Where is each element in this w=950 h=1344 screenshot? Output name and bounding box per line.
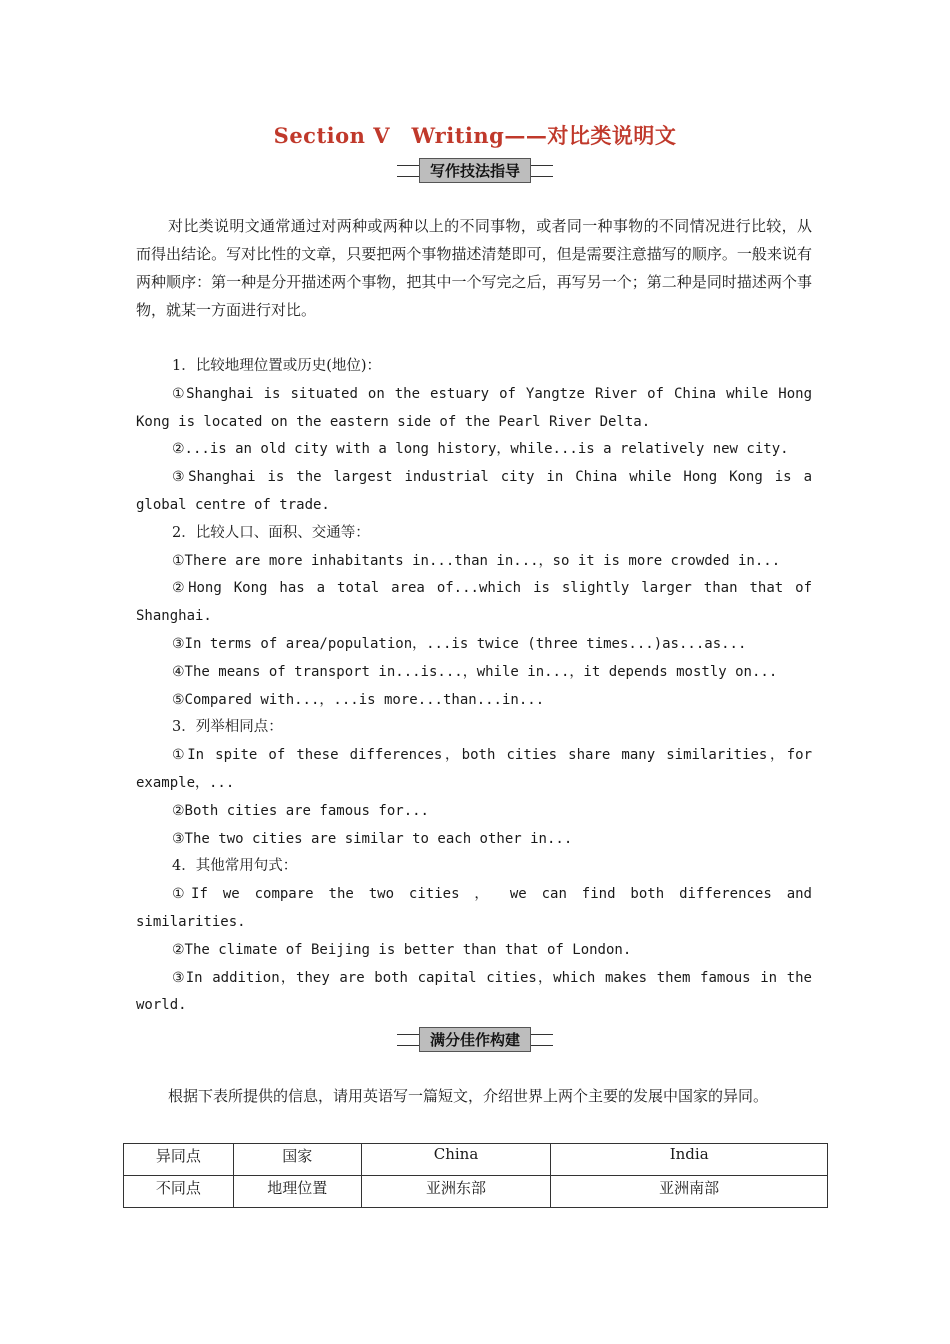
pattern-item: ①Shanghai is situated on the estuary of Yangtze River of China while Hong Kong is located on the eastern side of the Pearl River Delta. [136, 385, 812, 430]
pattern-item: ③The two cities are similar to each other in... [172, 830, 573, 847]
pattern-item: ③In terms of area/population，...is twice (three times...)as...as... [172, 635, 747, 652]
section-heading: 2．比较人口、面积、交通等： [172, 524, 370, 541]
table-row [124, 1176, 828, 1208]
table-cell: 亚洲南部 [551, 1176, 828, 1208]
pattern-item: ②The climate of Beijing is better than that of London. [172, 941, 632, 958]
section-1 [136, 353, 812, 520]
banner-label: 满分佳作构建 [419, 1027, 531, 1052]
table-cell: 亚洲东部 [361, 1176, 551, 1208]
banner-decoration-left [397, 1034, 419, 1046]
pattern-item: ③Shanghai is the largest industrial city in China while Hong Kong is a global centre of trade. [136, 469, 812, 513]
section-heading: 3．列举相同点： [172, 719, 283, 736]
pattern-item: ⑤Compared with...，...is more...than...in... [172, 691, 545, 708]
banner-decoration-right [531, 165, 553, 177]
pattern-item: ②Hong Kong has a total area of...which is slightly larger than that of Shanghai. [136, 580, 812, 625]
task-paragraph: 根据下表所提供的信息，请用英语写一篇短文，介绍世界上两个主要的发展中国家的异同。 [168, 1087, 769, 1105]
section-4 [136, 853, 812, 1020]
section-heading: 1．比较地理位置或历史(地位)： [172, 358, 382, 374]
pattern-item: ④The means of transport in...is...，while in...，it depends mostly on... [172, 663, 778, 680]
pattern-item: ①There are more inhabitants in...than in...，so it is more crowded in... [172, 552, 781, 569]
table-cell: 不同点 [124, 1176, 234, 1208]
table-row [124, 1144, 828, 1176]
section-3 [136, 714, 812, 853]
sentence-patterns [136, 353, 812, 1020]
banner-label: 写作技法指导 [419, 158, 531, 183]
table-cell: 地理位置 [233, 1176, 361, 1208]
intro-paragraph: 对比类说明文通常通过对两种或两种以上的不同事物，或者同一种事物的不同情况进行比较，从而得出结论。写对比性的文章，只要把两个事物描述清楚即可，但是需要注意描写的顺序。一般来说有两种顺序：第一种是分开描述两个事物，把其中一个写完之后，再写另一个；第二种是同时描述两个事物，就某一方面进行对比。 [136, 217, 812, 319]
page-title: Section Ⅴ Writing——对比类说明文 [273, 123, 677, 148]
banner-decoration-right [531, 1034, 553, 1046]
section-banner-model-essay [0, 1027, 950, 1052]
table-cell: 国家 [233, 1144, 361, 1176]
table-cell: China [361, 1144, 551, 1176]
section-banner-writing-tips [0, 158, 950, 183]
table-cell: 异同点 [124, 1144, 234, 1176]
pattern-item: ③In addition，they are both capital cities，which makes them famous in the world. [136, 969, 812, 1014]
pattern-item: ②...is an old city with a long history，while...is a relatively new city. [172, 441, 789, 458]
section-heading: 4．其他常用句式： [172, 858, 298, 875]
section-2 [136, 520, 812, 715]
info-table [123, 1143, 828, 1208]
banner-decoration-left [397, 165, 419, 177]
pattern-item: ①In spite of these differences，both cities share many similarities，for example，... [136, 747, 812, 791]
pattern-item: ②Both cities are famous for... [172, 802, 429, 819]
table-cell: India [551, 1144, 828, 1176]
pattern-item: ①If we compare the two cities ， we can find both differences and similarities. [136, 886, 812, 930]
